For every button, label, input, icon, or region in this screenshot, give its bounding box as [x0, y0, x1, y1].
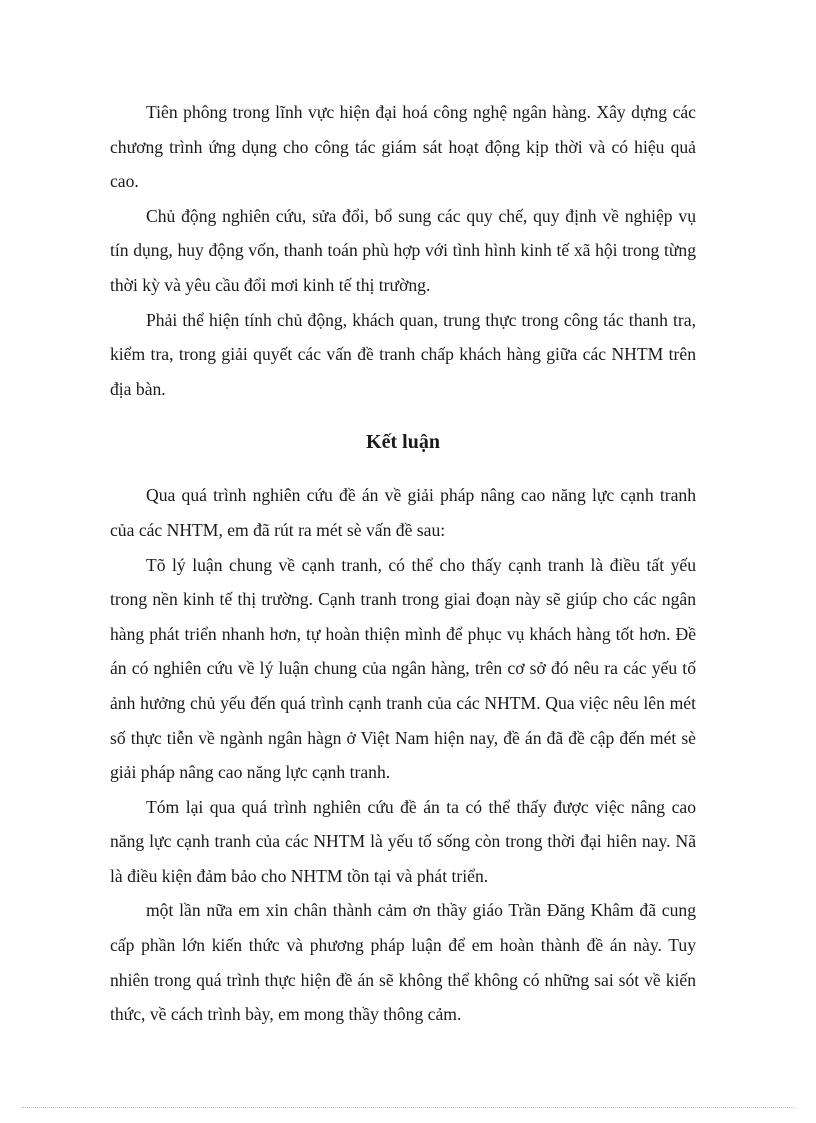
paragraph-regulations: Chủ động nghiên cứu, sửa đổi, bổ sung các quy chế, quy định về nghiệp vụ tín dụng, huy động vốn, thanh toán phù hợp với tình hình kinh tế xã hội trong từng thời kỳ và yêu cầu đổi mơi kinh tế thị trường. [110, 205, 696, 295]
paragraph-summary: Tóm lại qua quá trình nghiên cứu đề án ta có thể thấy được việc nâng cao năng lực cạnh tranh của các NHTM là yếu tố sống còn trong thời đại hiên nay. Nã là điều kiện đảm bảo cho NHTM tồn tại và phát triển. [110, 796, 696, 886]
paragraph-inspection: Phải thể hiện tính chủ động, khách quan, trung thực trong công tác thanh tra, kiểm tra, trong giải quyết các vấn đề tranh chấp khách hàng giữa các NHTM trên địa bàn. [110, 309, 696, 399]
paragraph-competition-theory: Tõ lý luận chung về cạnh tranh, có thể cho thấy cạnh tranh là điều tất yếu trong nền kinh tế thị trường. Cạnh tranh trong giai đoạn này sẽ giúp cho các ngân hàng phát triển nhanh hơn, tự hoàn thiện mình để phục vụ khách hàng tốt hơn. Đề án có nghiên cứu về lý luận chung của ngân hàng, trên cơ sở đó nêu ra các yếu tố ảnh hưởng chủ yếu đến quá trình cạnh tranh của các NHTM. Qua việc nêu lên mét số thực tiễn về ngành ngân hàgn ở Việt Nam hiện nay, đề án đã đề cập đến mét sè giải pháp nâng cao năng lực cạnh tranh. [110, 554, 696, 783]
conclusion-heading: Kết luận [366, 431, 440, 454]
document-page [110, 95, 696, 1032]
paragraph-conclusion-intro: Qua quá trình nghiên cứu đề án về giải pháp nâng cao năng lực cạnh tranh của các NHTM, em đã rút ra mét sè vấn đề sau: [110, 485, 696, 540]
paragraph-acknowledgement: một lần nữa em xin chân thành cảm ơn thầy giáo Trần Đăng Khâm đã cung cấp phần lớn kiến thức và phương pháp luận để em hoàn thành đề án này. Tuy nhiên trong quá trình thực hiện đề án sẽ không thể không có những sai sót về kiến thức, về cách trình bày, em mong thầy thông cảm. [110, 900, 696, 1025]
paragraph-modernization: Tiên phông trong lĩnh vực hiện đại hoá công nghệ ngân hàng. Xây dựng các chương trình ứng dụng cho công tác giám sát hoạt động kịp thời và có hiệu quả cao. [110, 102, 696, 192]
footer-divider [22, 1107, 794, 1108]
